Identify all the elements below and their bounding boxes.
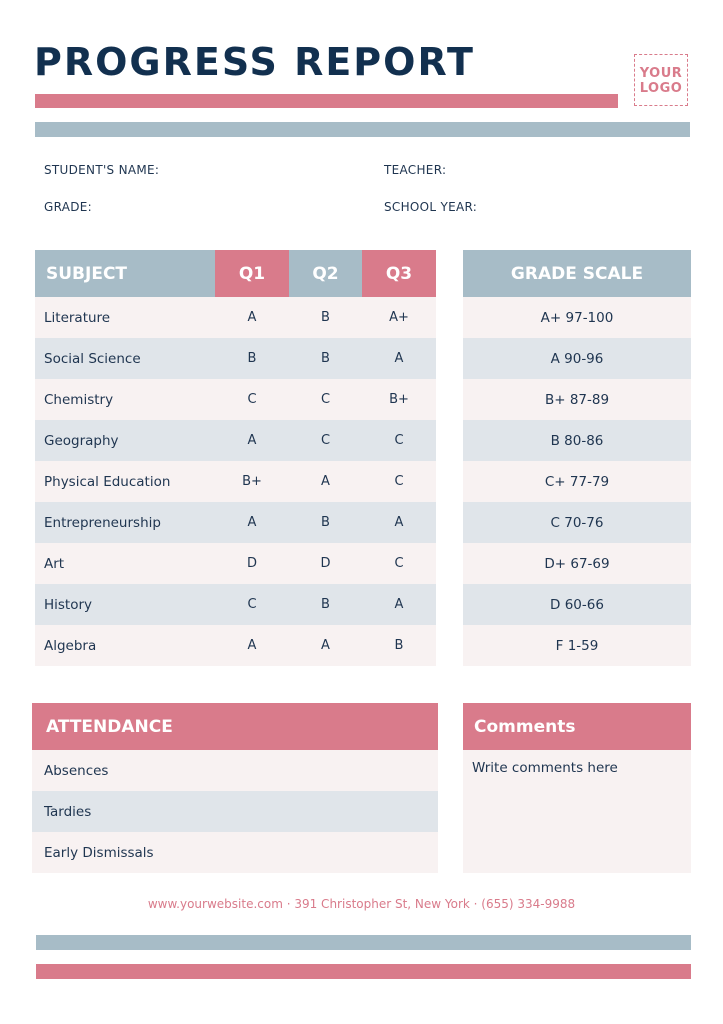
grade-scale-table bbox=[463, 250, 691, 666]
subject-column-header: SUBJECT bbox=[35, 250, 215, 297]
attendance-label: Early Dismissals bbox=[44, 844, 154, 861]
q1-cell: B+ bbox=[242, 474, 262, 489]
subject-cell: Algebra bbox=[44, 637, 97, 654]
logo-text-line2: LOGO bbox=[639, 81, 683, 96]
grade-scale-value: C 70-76 bbox=[550, 514, 604, 531]
table-row bbox=[35, 461, 436, 502]
q1-cell: B bbox=[247, 351, 257, 366]
attendance-body bbox=[32, 750, 438, 873]
q1-cell: A bbox=[247, 310, 257, 325]
grade-scale-body bbox=[463, 297, 691, 666]
table-row bbox=[35, 584, 436, 625]
grade-scale-value: D+ 67-69 bbox=[544, 555, 610, 572]
q3-cell: C bbox=[394, 556, 404, 571]
q3-column-header: Q3 bbox=[362, 250, 436, 297]
grade-scale-row bbox=[463, 584, 691, 625]
grade-scale-row bbox=[463, 338, 691, 379]
grade-label: GRADE: bbox=[44, 200, 93, 214]
q3-cell: A bbox=[394, 597, 404, 612]
q3-cell: A+ bbox=[389, 310, 409, 325]
table-row bbox=[35, 543, 436, 584]
q2-cell: C bbox=[320, 392, 331, 407]
school-year-label: SCHOOL YEAR: bbox=[384, 200, 478, 214]
logo-placeholder bbox=[634, 54, 688, 106]
grade-scale-value: D 60-66 bbox=[550, 596, 604, 613]
q3-cell: C bbox=[394, 474, 404, 489]
header-divider-blue bbox=[35, 122, 690, 137]
footer-bar-blue bbox=[36, 935, 691, 950]
logo-text-line1: YOUR bbox=[639, 66, 683, 81]
q3-cell: A bbox=[394, 515, 404, 530]
table-row bbox=[35, 625, 436, 666]
q1-column-header: Q1 bbox=[215, 250, 289, 297]
q1-cell: A bbox=[247, 515, 257, 530]
attendance-row bbox=[32, 791, 438, 832]
grade-scale-row bbox=[463, 502, 691, 543]
title-underline-pink bbox=[35, 94, 618, 108]
comments-box[interactable] bbox=[463, 750, 691, 873]
attendance-row bbox=[32, 832, 438, 873]
table-row bbox=[35, 338, 436, 379]
grade-scale-value: B+ 87-89 bbox=[544, 391, 610, 408]
q2-cell: A bbox=[321, 474, 330, 489]
q1-cell: C bbox=[247, 597, 257, 612]
comments-section bbox=[463, 703, 691, 873]
grade-scale-row bbox=[463, 543, 691, 584]
table-row bbox=[35, 297, 436, 338]
comments-placeholder: Write comments here bbox=[472, 760, 618, 776]
comments-header: Comments bbox=[463, 703, 691, 750]
attendance-label: Absences bbox=[44, 762, 109, 779]
q1-cell: C bbox=[247, 392, 257, 407]
subject-cell: Literature bbox=[44, 309, 111, 326]
teacher-label: TEACHER: bbox=[384, 163, 447, 177]
grade-scale-value: A 90-96 bbox=[550, 350, 604, 367]
q3-cell: A bbox=[394, 351, 404, 366]
grades-table-header bbox=[35, 250, 436, 297]
q2-cell: B bbox=[321, 351, 330, 366]
q2-cell: B bbox=[321, 597, 330, 612]
table-row bbox=[35, 379, 436, 420]
grade-scale-value: A+ 97-100 bbox=[540, 309, 614, 326]
grade-scale-header: GRADE SCALE bbox=[463, 250, 691, 297]
grade-scale-row bbox=[463, 461, 691, 502]
subject-cell: Entrepreneurship bbox=[44, 514, 161, 531]
grades-table bbox=[35, 250, 436, 666]
subject-cell: Social Science bbox=[44, 350, 141, 367]
grade-scale-row bbox=[463, 625, 691, 666]
grades-table-body bbox=[35, 297, 436, 666]
table-row bbox=[35, 502, 436, 543]
subject-cell: History bbox=[44, 596, 93, 613]
q1-cell: D bbox=[246, 556, 257, 571]
table-row bbox=[35, 420, 436, 461]
attendance-header: ATTENDANCE bbox=[32, 703, 438, 750]
q1-cell: A bbox=[247, 638, 257, 653]
grade-scale-value: C+ 77-79 bbox=[544, 473, 610, 490]
grade-scale-row bbox=[463, 420, 691, 461]
q2-cell: D bbox=[320, 556, 331, 571]
q2-cell: B bbox=[321, 515, 330, 530]
q2-cell: C bbox=[320, 433, 331, 448]
q3-cell: B bbox=[394, 638, 404, 653]
footer-contact: www.yourwebsite.com · 391 Christopher St, New York · (655) 334-9988 bbox=[147, 897, 576, 911]
q3-cell: B+ bbox=[389, 392, 409, 407]
q3-cell: C bbox=[394, 433, 404, 448]
subject-cell: Geography bbox=[44, 432, 119, 449]
subject-cell: Physical Education bbox=[44, 473, 171, 490]
attendance-label: Tardies bbox=[44, 803, 92, 820]
attendance-row bbox=[32, 750, 438, 791]
grade-scale-row bbox=[463, 379, 691, 420]
q2-cell: A bbox=[321, 638, 330, 653]
q2-column-header: Q2 bbox=[289, 250, 362, 297]
subject-cell: Chemistry bbox=[44, 391, 114, 408]
q2-cell: B bbox=[321, 310, 330, 325]
footer-bar-pink bbox=[36, 964, 691, 979]
page-title: PROGRESS REPORT bbox=[34, 40, 475, 84]
student-name-label: STUDENT'S NAME: bbox=[44, 163, 160, 177]
grade-scale-value: B 80-86 bbox=[550, 432, 604, 449]
grade-scale-row bbox=[463, 297, 691, 338]
q1-cell: A bbox=[247, 433, 257, 448]
subject-cell: Art bbox=[44, 555, 65, 572]
attendance-section bbox=[32, 703, 438, 873]
grade-scale-value: F 1-59 bbox=[555, 637, 599, 654]
